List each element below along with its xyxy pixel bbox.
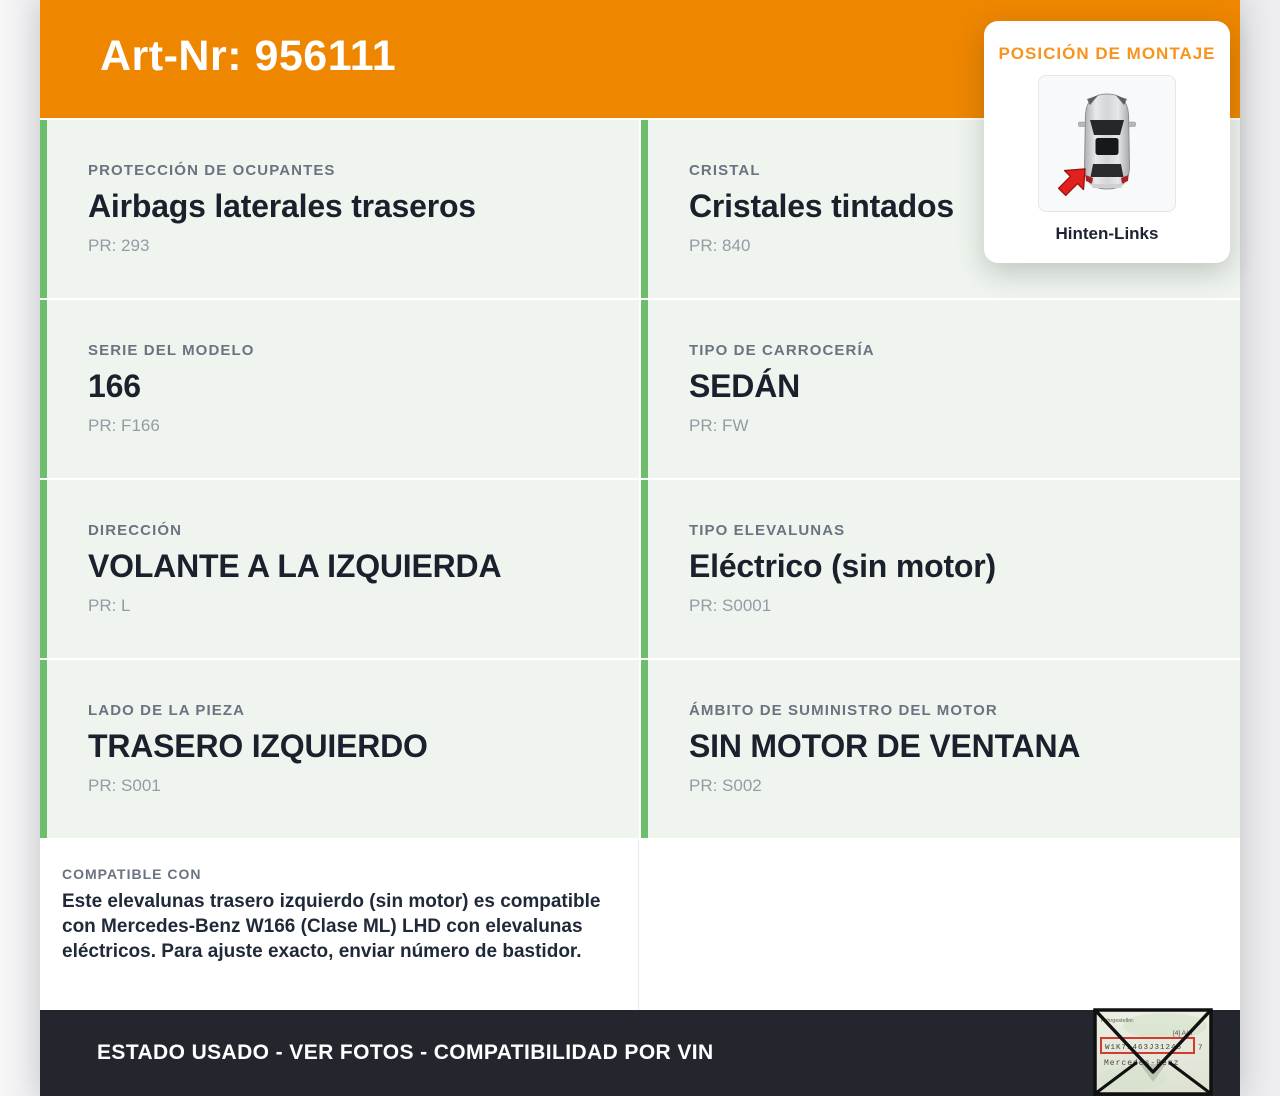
spec-card-motor-scope <box>641 660 1240 838</box>
footer-status-text: ESTADO USADO - VER FOTOS - COMPATIBILIDAD POR VIN <box>97 1041 714 1064</box>
spec-label: SERIE DEL MODELO <box>88 342 255 359</box>
spec-value: Airbags laterales traseros <box>88 188 476 224</box>
mounting-position-card <box>984 21 1230 263</box>
spec-label: TIPO ELEVALUNAS <box>689 522 846 539</box>
spec-card-window-regulator-type <box>641 480 1240 658</box>
compatibility-card <box>40 840 639 1010</box>
product-sheet <box>40 0 1240 1096</box>
spec-label: TIPO DE CARROCERÍA <box>689 342 875 359</box>
doc-code: [4] A/A <box>1173 1030 1193 1037</box>
compatibility-row <box>40 840 1240 1010</box>
footer-bar <box>40 1010 1240 1096</box>
mounting-position-title: POSICIÓN DE MONTAJE <box>998 44 1216 63</box>
spec-value: SEDÁN <box>689 368 801 404</box>
spec-card-occupant-protection <box>40 120 639 298</box>
spec-pr-code: PR: 840 <box>689 236 751 255</box>
doc-vin: W1K71463J31245 <box>1105 1044 1183 1052</box>
mounting-position-label: Hinten-Links <box>1055 224 1159 243</box>
spec-value: TRASERO IZQUIERDO <box>88 728 428 764</box>
spec-pr-code: PR: F166 <box>88 416 160 435</box>
spec-pr-code: PR: 293 <box>88 236 150 255</box>
spec-label: CRISTAL <box>689 162 761 179</box>
spec-pr-code: PR: FW <box>689 416 749 435</box>
spec-value: VOLANTE A LA IZQUIERDA <box>88 548 502 584</box>
spec-value: 166 <box>88 368 141 404</box>
spec-card-model-series <box>40 300 639 478</box>
spec-label: DIRECCIÓN <box>88 522 183 539</box>
compatibility-label: COMPATIBLE CON <box>62 866 202 882</box>
empty-panel <box>639 840 1240 1010</box>
spec-value: Eléctrico (sin motor) <box>689 548 996 584</box>
spec-pr-code: PR: S0001 <box>689 596 772 615</box>
registration-envelope-image <box>1093 1008 1213 1096</box>
compatibility-text: Este elevalunas trasero izquierdo (sin motor) es compatible con Mercedes-Benz W166 (Clase ML) LHD con elevalunas eléctricos. Para ajuste exacto, enviar número de bastidor. <box>62 891 601 962</box>
doc-brand: Mercedes-Benz <box>1104 1059 1180 1068</box>
spec-card-body-type <box>641 300 1240 478</box>
spec-label: LADO DE LA PIEZA <box>88 702 246 719</box>
article-number-title: Art-Nr: 956111 <box>100 31 397 80</box>
spec-pr-code: PR: L <box>88 596 131 615</box>
spec-value: SIN MOTOR DE VENTANA <box>689 728 1081 764</box>
doc-vin-suffix: 7 <box>1198 1044 1203 1053</box>
rear-left-arrow-icon <box>1055 161 1093 199</box>
spec-value: Cristales tintados <box>689 188 954 224</box>
mounting-position-image <box>1038 75 1176 212</box>
spec-card-steering <box>40 480 639 658</box>
spec-label: ÁMBITO DE SUMINISTRO DEL MOTOR <box>689 702 998 719</box>
spec-pr-code: PR: S002 <box>689 776 762 795</box>
doc-field-label: Fahrgestellnr. <box>1101 1018 1135 1024</box>
spec-card-part-side <box>40 660 639 838</box>
spec-label: PROTECCIÓN DE OCUPANTES <box>88 162 336 179</box>
spec-pr-code: PR: S001 <box>88 776 161 795</box>
